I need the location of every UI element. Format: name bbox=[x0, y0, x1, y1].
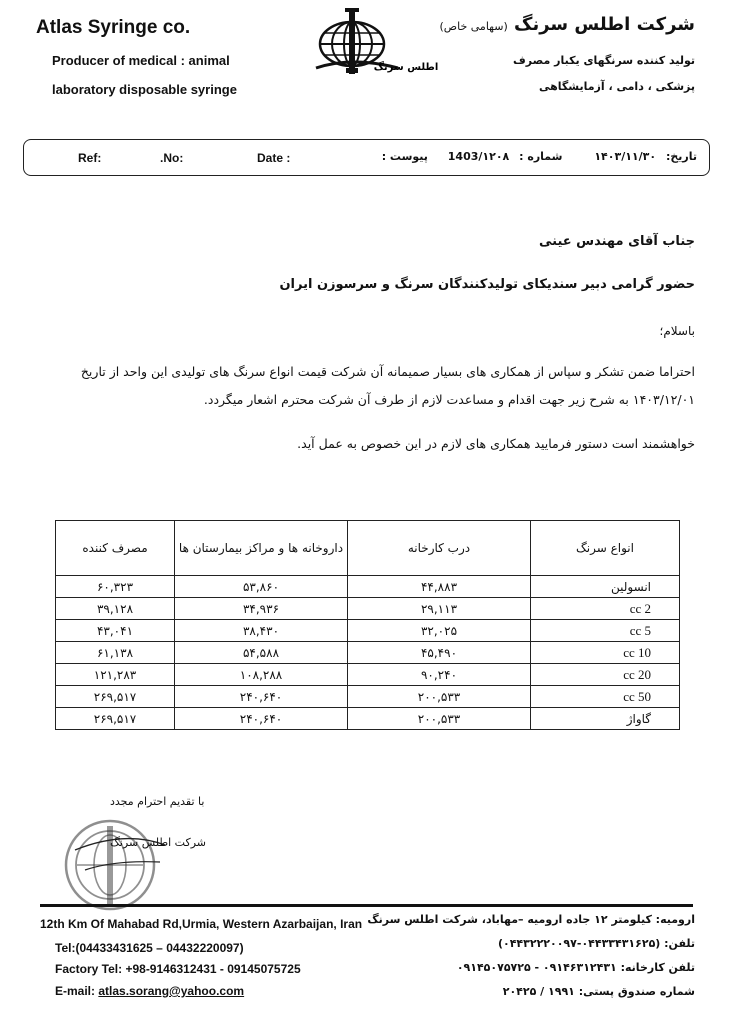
persian-tagline-line1: تولید کننده سرنگهای یکبار مصرف bbox=[513, 54, 695, 67]
table-row bbox=[56, 598, 680, 620]
company-type: (سهامی خاص) bbox=[439, 20, 508, 33]
date-label: Date : bbox=[257, 151, 291, 165]
cell-factory-price: ۴۴,۸۸۳ bbox=[348, 576, 531, 598]
footer-persian-factory-tel: تلفن کارخانه: ۰۹۱۴۶۳۱۲۴۳۱ - ۰۹۱۴۵۰۷۵۷۲۵ bbox=[456, 961, 695, 974]
svg-text:اطلس سرنگ: اطلس سرنگ bbox=[373, 62, 439, 73]
cell-factory-price: ۲۹,۱۱۳ bbox=[348, 598, 531, 620]
cell-pharmacy-price: ۱۰۸,۲۸۸ bbox=[175, 664, 348, 686]
header-syringe-type: انواع سرنگ bbox=[531, 521, 680, 576]
cell-factory-price: ۲۰۰,۵۳۳ bbox=[348, 686, 531, 708]
footer-english-tel: Tel:(04433431625 – 04432220097) bbox=[55, 941, 244, 955]
subject-line: حضور گرامی دبیر سندیکای تولیدکنندگان سرنگ و سرسوزن ایران bbox=[279, 277, 695, 292]
table-row bbox=[56, 576, 680, 598]
fa-date-value: ۱۴۰۳/۱۱/۳۰ bbox=[594, 150, 657, 163]
closing-signatory: شرکت اطلس سرنگ bbox=[110, 836, 206, 849]
cell-pharmacy-price: ۳۴,۹۳۶ bbox=[175, 598, 348, 620]
header-pharmacy: داروخانه ها و مراکز بیمارستان ها bbox=[175, 521, 348, 576]
email-link[interactable]: atlas.sorang@yahoo.com bbox=[98, 984, 245, 998]
footer-persian-tel: تلفن: (۰۴۴۳۳۴۳۱۶۲۵-۰۴۴۳۲۲۲۰۰۹۷) bbox=[497, 937, 695, 950]
ref-label: Ref: bbox=[78, 151, 102, 165]
cell-pharmacy-price: ۳۸,۴۳۰ bbox=[175, 620, 348, 642]
cell-syringe-type: 10 cc bbox=[531, 642, 680, 664]
cell-syringe-type: 20 cc bbox=[531, 664, 680, 686]
english-company-name: Atlas Syringe co. bbox=[36, 17, 191, 38]
fa-attachment-label: پیوست : bbox=[381, 150, 428, 163]
header-factory: درب کارخانه bbox=[348, 521, 531, 576]
cell-syringe-type: 2 cc bbox=[531, 598, 680, 620]
english-tagline-line1: Producer of medical : animal bbox=[52, 53, 230, 68]
cell-syringe-type: انسولین bbox=[531, 576, 680, 598]
body-line-3: خواهشمند است دستور فرمایید همکاری های لازم در این خصوص به عمل آید. bbox=[297, 436, 695, 451]
table-row bbox=[56, 664, 680, 686]
cell-factory-price: ۴۵,۴۹۰ bbox=[348, 642, 531, 664]
table-row bbox=[56, 620, 680, 642]
table-row bbox=[56, 642, 680, 664]
email-label: E-mail: bbox=[55, 984, 96, 998]
cell-syringe-type: گاواژ bbox=[531, 708, 680, 730]
cell-syringe-type: 5 cc bbox=[531, 620, 680, 642]
body-line-1: احتراما ضمن تشکر و سپاس از همکاری های بسیار صمیمانه آن شرکت قیمت انواع سرنگ های تولیدی این واحد از تاریخ bbox=[80, 364, 695, 379]
price-table bbox=[55, 520, 680, 730]
cell-consumer-price: ۲۶۹,۵۱۷ bbox=[56, 686, 175, 708]
cell-factory-price: ۳۲,۰۲۵ bbox=[348, 620, 531, 642]
cell-syringe-type: 50 cc bbox=[531, 686, 680, 708]
cell-pharmacy-price: ۲۴۰,۶۴۰ bbox=[175, 708, 348, 730]
body-line-2: ۱۴۰۳/۱۲/۰۱ به شرح زیر جهت اقدام و مساعدت لازم از طرف آن شرکت محترم اشعار میگردد. bbox=[203, 392, 695, 407]
cell-consumer-price: ۲۶۹,۵۱۷ bbox=[56, 708, 175, 730]
recipient-line: جناب آقای مهندس عینی bbox=[539, 234, 695, 249]
english-tagline-line2: laboratory disposable syringe bbox=[52, 82, 237, 97]
company-logo bbox=[302, 6, 439, 82]
footer-english-email bbox=[55, 984, 244, 998]
persian-tagline-line2: پزشکی ، دامی ، آزمایشگاهی bbox=[539, 80, 695, 93]
fa-date-label: تاریخ: bbox=[665, 150, 697, 163]
cell-consumer-price: ۳۹,۱۲۸ bbox=[56, 598, 175, 620]
fa-number-label: شماره : bbox=[519, 150, 563, 163]
header-consumer: مصرف کننده bbox=[56, 521, 175, 576]
greeting: باسلام؛ bbox=[659, 324, 695, 338]
cell-consumer-price: ۶۰,۳۲۳ bbox=[56, 576, 175, 598]
persian-company-name: شرکت اطلس سرنگ (سهامی خاص) bbox=[439, 14, 695, 35]
table-row bbox=[56, 708, 680, 730]
footer-english-factory-tel: Factory Tel: +98-9146312431 - 09145075725 bbox=[55, 962, 301, 976]
table-row bbox=[56, 686, 680, 708]
footer-persian-address: ارومیه: کیلومتر ۱۲ جاده ارومیه –مهاباد، شرکت اطلس سرنگ bbox=[367, 913, 695, 926]
cell-pharmacy-price: ۲۴۰,۶۴۰ bbox=[175, 686, 348, 708]
cell-pharmacy-price: ۵۴,۵۸۸ bbox=[175, 642, 348, 664]
cell-consumer-price: ۴۳,۰۴۱ bbox=[56, 620, 175, 642]
cell-pharmacy-price: ۵۳,۸۶۰ bbox=[175, 576, 348, 598]
footer-persian-pobox: شماره صندوق پستی: ۱۹۹۱ / ۲۰۴۲۵ bbox=[502, 985, 695, 998]
cell-factory-price: ۲۰۰,۵۳۳ bbox=[348, 708, 531, 730]
fa-number-value: 1403/۱۲۰۸ bbox=[447, 150, 510, 163]
cell-consumer-price: ۶۱,۱۳۸ bbox=[56, 642, 175, 664]
persian-reference-fields bbox=[376, 150, 697, 163]
table-header-row bbox=[56, 521, 680, 576]
footer-divider bbox=[40, 904, 693, 907]
cell-factory-price: ۹۰,۲۴۰ bbox=[348, 664, 531, 686]
footer-english-address: 12th Km Of Mahabad Rd,Urmia, Western Azarbaijan, Iran bbox=[40, 917, 363, 931]
cell-consumer-price: ۱۲۱,۲۸۳ bbox=[56, 664, 175, 686]
closing-regards: با تقدیم احترام مجدد bbox=[110, 795, 205, 808]
number-label: .No: bbox=[160, 151, 184, 165]
